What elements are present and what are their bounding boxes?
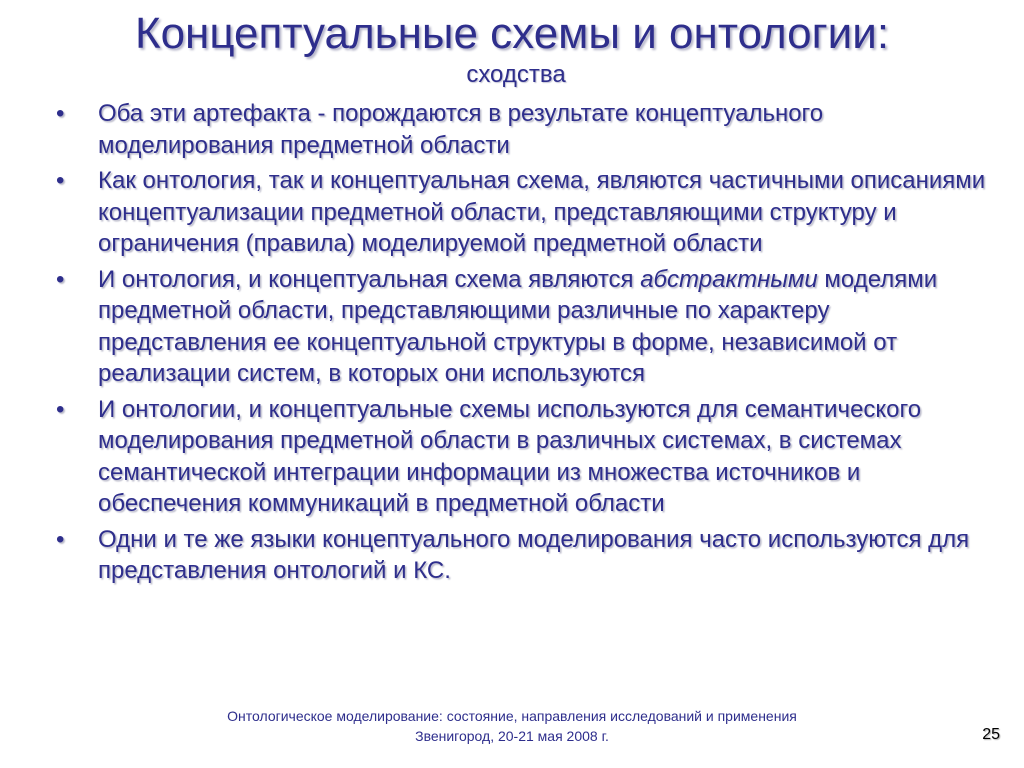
bullet-text-after: моделями предметной области, представляющими различные по характеру представления ее концептуальной структуры в форме, независимой от реализации систем, в которых они используются xyxy=(98,265,938,387)
footer-line-1: Онтологическое моделирование: состояние, направления исследований и применения xyxy=(227,708,797,724)
slide-subtitle: сходства xyxy=(466,61,566,88)
bullet-text: Оба эти артефакта - порождаются в результате концептуального моделирования предметной области xyxy=(98,100,824,159)
bullet-item xyxy=(56,98,986,161)
footer-line-2: Звенигород, 20-21 мая 2008 г. xyxy=(415,728,609,744)
bullet-marker: • xyxy=(56,265,65,293)
bullet-item xyxy=(56,394,986,520)
bullet-marker: • xyxy=(56,167,65,194)
bullet-text-emphasis: абстрактными xyxy=(640,265,818,293)
bullet-text: Как онтология, так и концептуальная схема, являются частичными описаниями концептуализации предметной области, представляющими структуру и ограничения (правила) моделируемой предметной области xyxy=(98,167,986,257)
bullet-text: И онтологии, и концептуальные схемы используются для семантического моделирования предметной области в различных системах, в системах семантической интеграции информации из множества источников и обеспечения коммуникаций в предметной области xyxy=(98,395,922,517)
bullet-item xyxy=(56,264,986,390)
bullet-list xyxy=(56,98,986,591)
bullet-item xyxy=(56,524,986,587)
bullet-text: Одни и те же языки концептуального моделирования часто используются для представления онтологий и КС. xyxy=(98,525,970,584)
bullet-marker: • xyxy=(56,100,65,127)
bullet-marker: • xyxy=(56,395,65,423)
slide-footer xyxy=(0,706,1024,746)
bullet-text xyxy=(98,266,937,388)
page-number: 25 xyxy=(982,726,1000,743)
slide-title: Концептуальные схемы и онтологии: xyxy=(134,9,890,58)
bullet-text-before: И онтология, и концептуальная схема являются xyxy=(98,265,641,293)
bullet-marker: • xyxy=(56,525,65,553)
bullet-item xyxy=(56,165,986,260)
